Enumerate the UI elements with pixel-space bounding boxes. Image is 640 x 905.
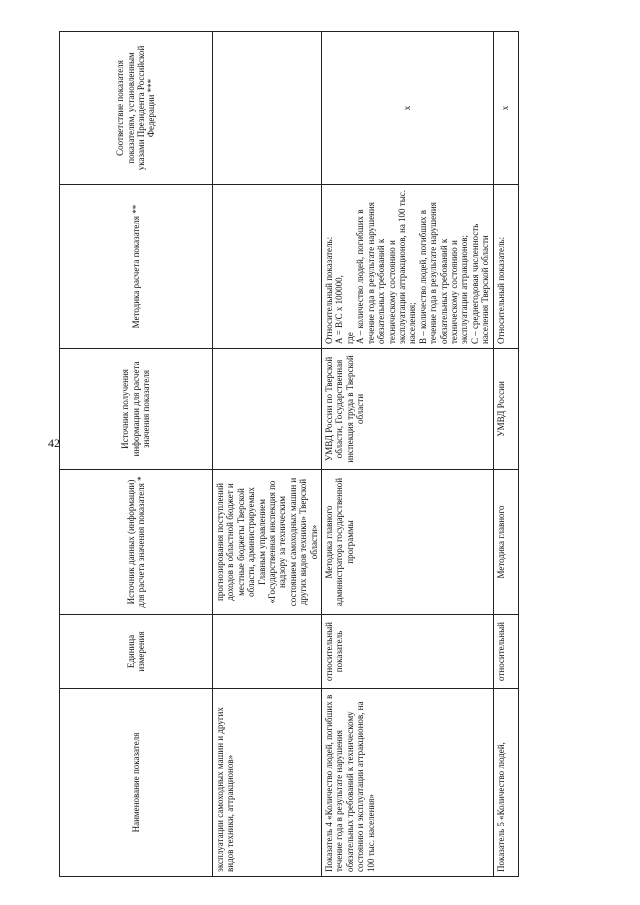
cell-unit: относительный показатель — [322, 615, 494, 689]
cell-info-source: УМВД России по Тверской области, Государственная инспекция труда в Тверской области — [322, 349, 494, 470]
table-row — [213, 32, 322, 877]
cell-compliance: х — [322, 32, 494, 185]
cell-info-source: УМВД России — [493, 349, 518, 470]
cell-method: Относительный показатель: — [493, 185, 518, 349]
cell-data-source: Методика главного — [493, 470, 518, 615]
cell-info-source — [213, 349, 322, 470]
cell-data-source: прогнозирования поступлений доходов в областной бюджет и местные бюджеты Тверской области, администрируемых Главным управлением «Государственная инспекция по надзору за техническим состоянием самоходных машин и других видов техники» Тверской области» — [213, 470, 322, 615]
header-compliance: Соответствие показателя показателям, установленным указами Президента Российской Федерации *** — [60, 32, 213, 185]
cell-unit: относительный — [493, 615, 518, 689]
table-row — [493, 32, 518, 877]
page-number: 42 — [48, 436, 60, 450]
cell-compliance: х — [493, 32, 518, 185]
cell-name: Показатель 5 «Количество людей, — [493, 689, 518, 877]
cell-method — [213, 185, 322, 349]
header-name: Наименование показателя — [60, 689, 213, 877]
table-row — [322, 32, 494, 877]
cell-unit — [213, 615, 322, 689]
rotated-table-wrapper — [59, 32, 549, 877]
header-data-source: Источник данных (информации) для расчета значения показателя * — [60, 470, 213, 615]
cell-name: эксплуатации самоходных машин и других видов техники, аттракционов» — [213, 689, 322, 877]
header-info-source: Источник получения информации для расчета значения показателя — [60, 349, 213, 470]
cell-name: Показатель 4 «Количество людей, погибших в течение года в результате нарушения обязательных требований к техническому состоянию и эксплуатации аттракционов, на 100 тыс. населения» — [322, 689, 494, 877]
indicators-table — [59, 31, 519, 877]
cell-compliance — [213, 32, 322, 185]
cell-data-source: Методика главного администратора государственной программы — [322, 470, 494, 615]
header-unit: Единица измерения — [60, 615, 213, 689]
cell-method: Относительный показатель: А = В/С х 100000, где А – количество людей, погибших в течение года в результате нарушения обязательных требований к техническому состоянию и эксплуатации аттракционов, на 100 тыс. населения; В – количество людей, погибших в течение года в результате нарушения обязательных требований к техническому состоянию и эксплуатации аттракционов; С – среднегодовая численность населения Тверской области — [322, 185, 494, 349]
header-method: Методика расчета показателя ** — [60, 185, 213, 349]
table-header-row — [60, 32, 213, 877]
